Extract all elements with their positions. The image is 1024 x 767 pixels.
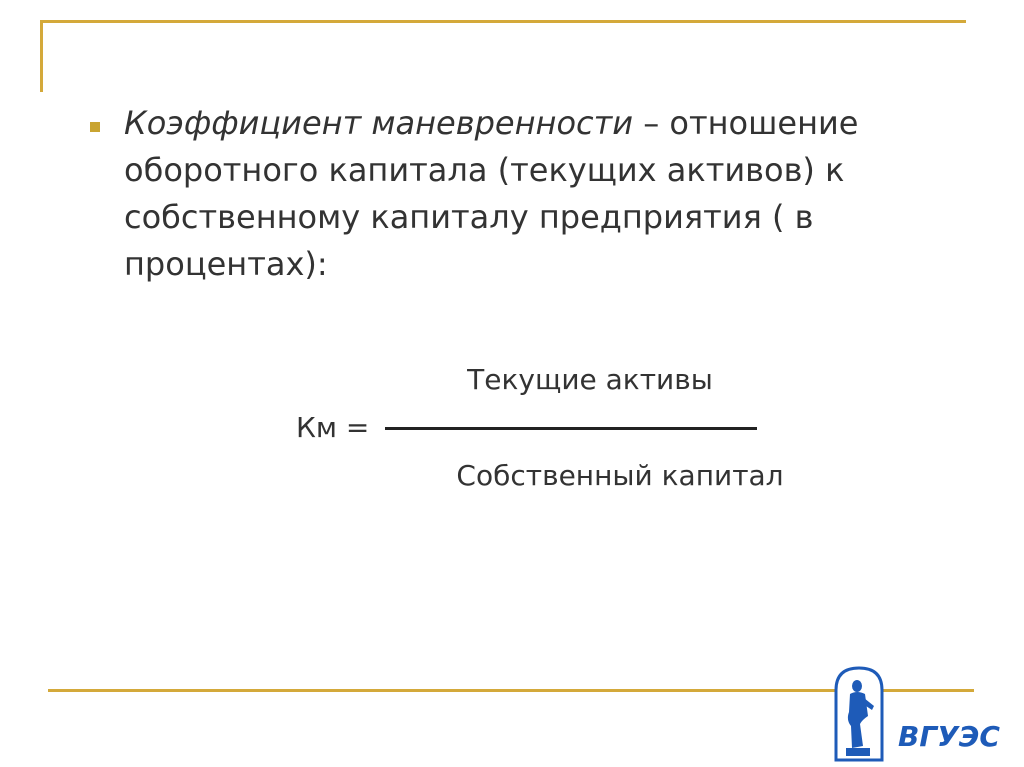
formula-denominator: Собственный капитал (456, 459, 784, 492)
formula-lhs: Км = (296, 411, 370, 444)
term-label: Коэффициент маневренности (124, 104, 634, 142)
fraction-bar (385, 427, 757, 430)
definition-paragraph (124, 100, 944, 288)
logo-wordmark: ВГУЭС (898, 720, 1000, 753)
left-decorative-rule (40, 20, 43, 92)
top-decorative-rule (40, 20, 966, 23)
definition-text: – отношение оборотного капитала (текущих активов) к собственному капиталу предприятия ( в процентах): (124, 104, 859, 283)
bullet-square (90, 122, 100, 132)
formula-numerator: Текущие активы (467, 363, 713, 396)
university-logo (832, 664, 1012, 764)
